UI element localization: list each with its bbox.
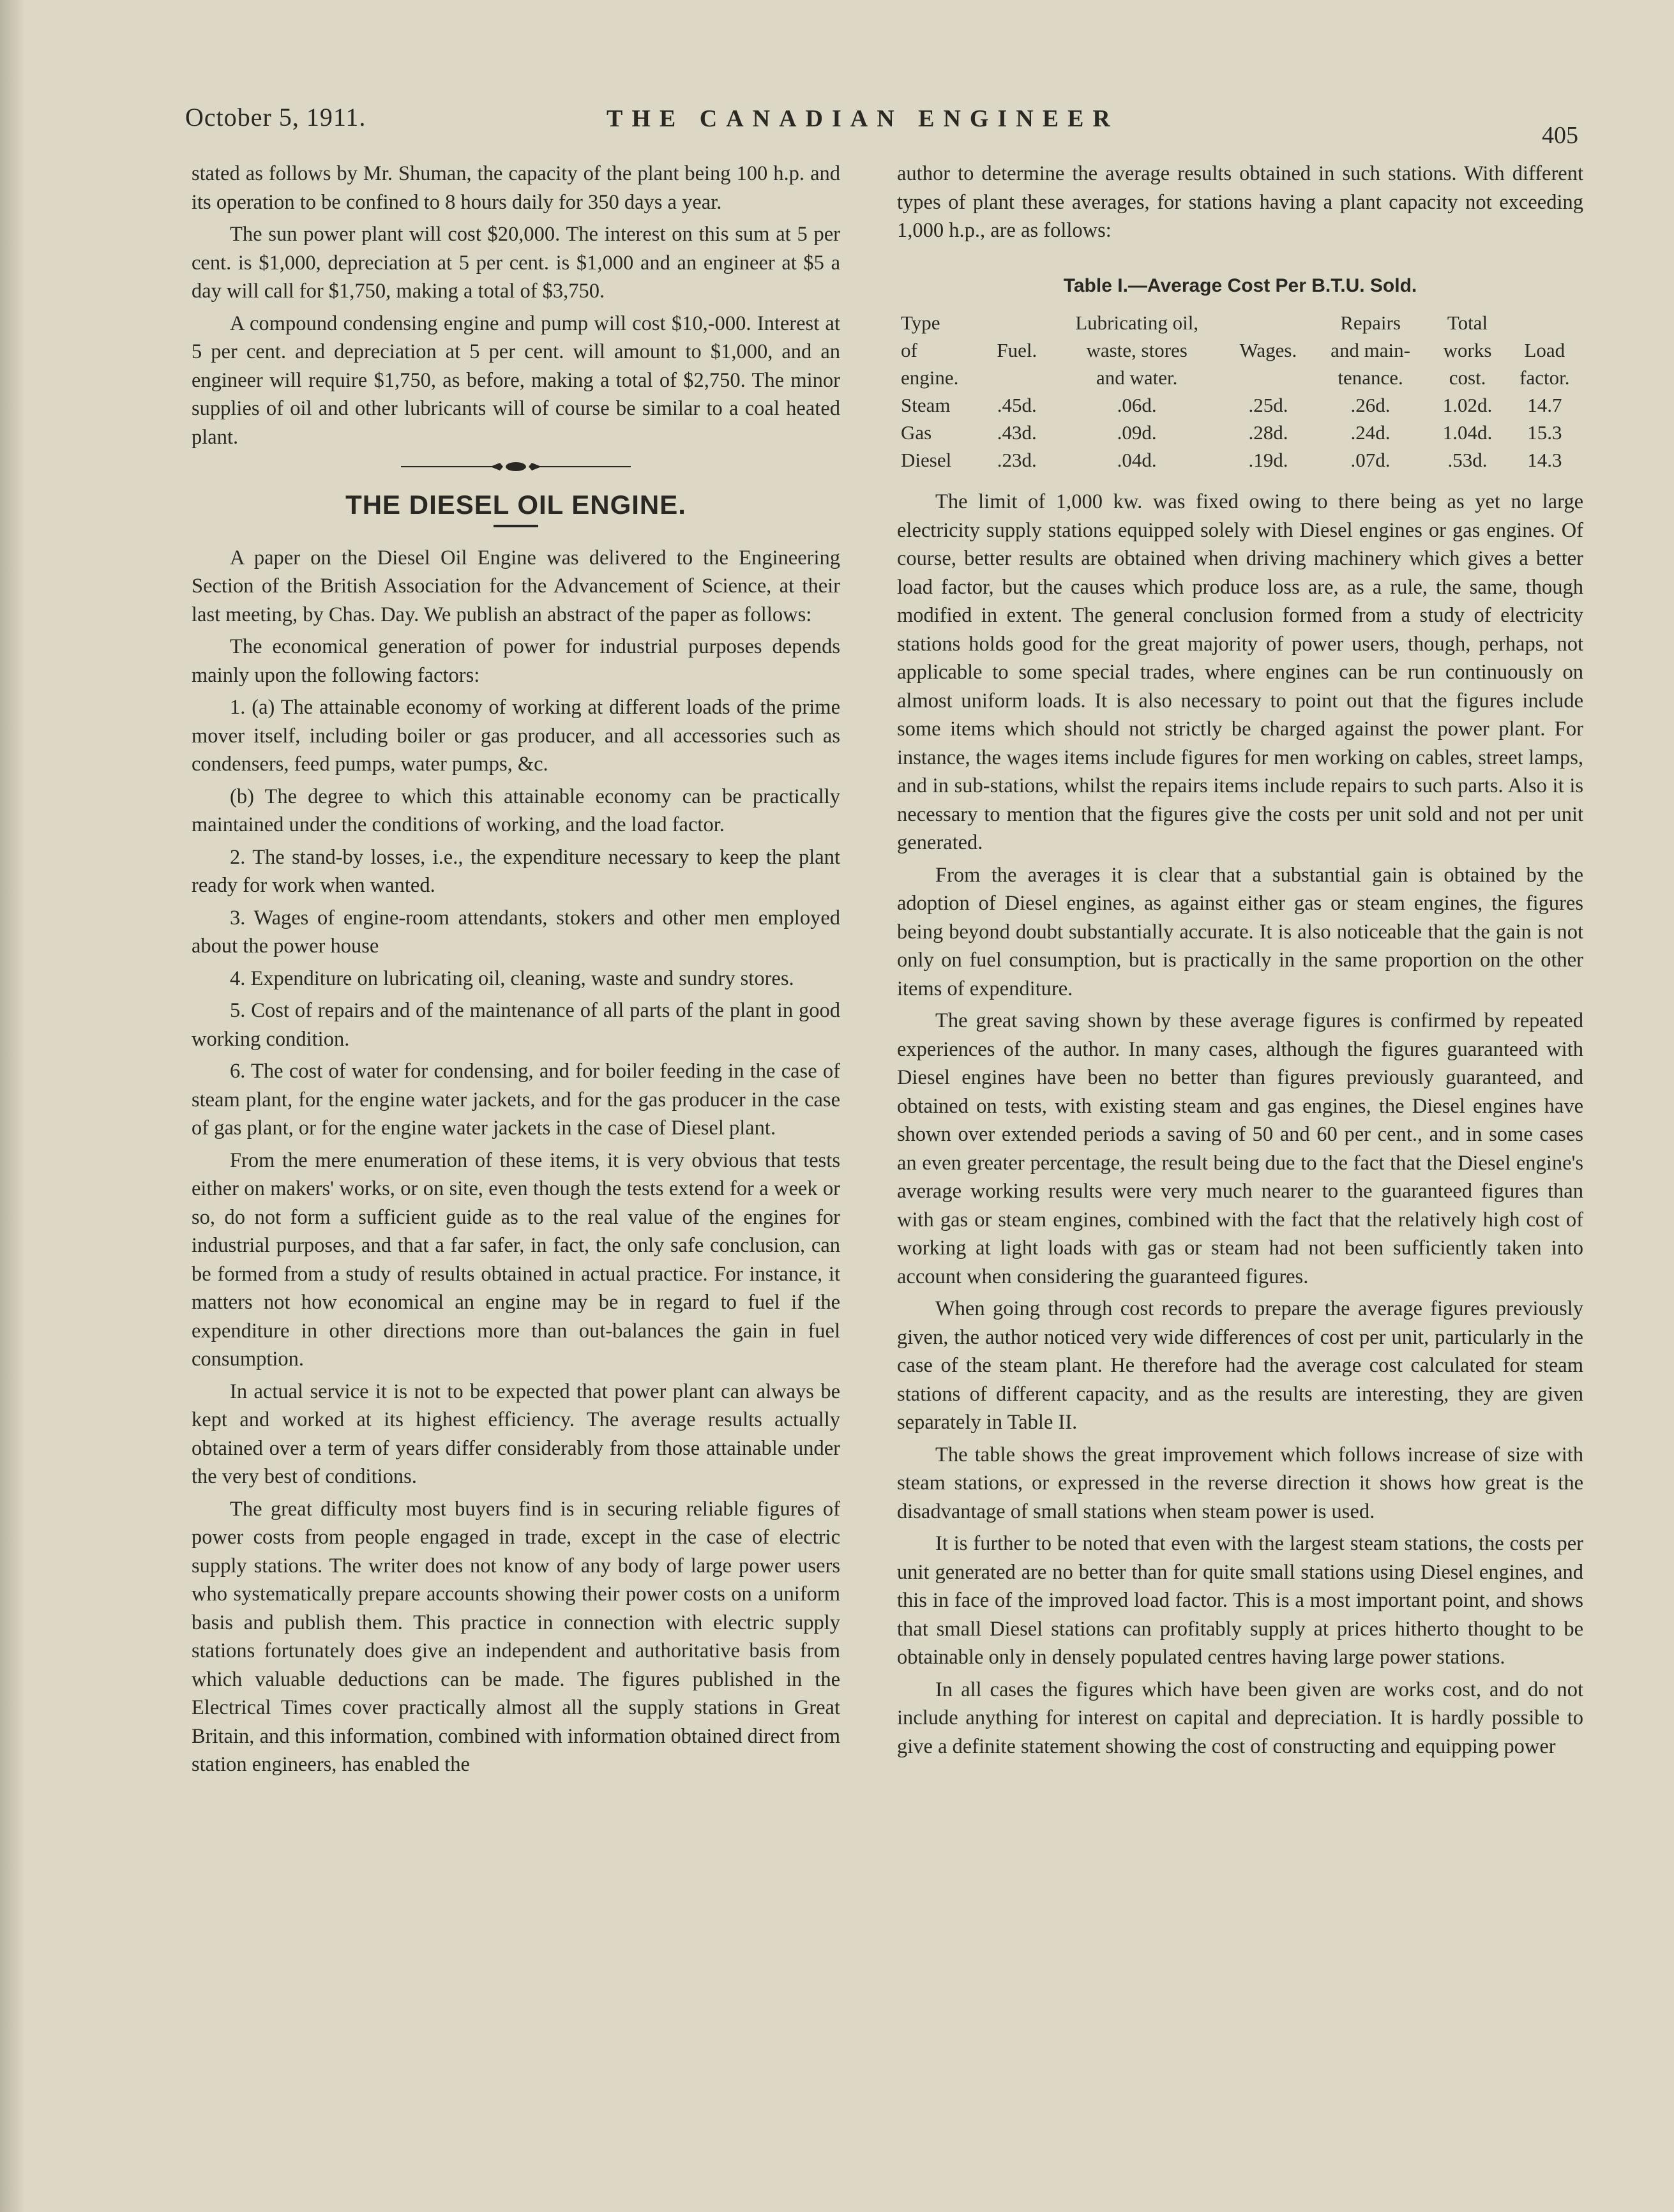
paragraph: author to determine the average results obtained in such stations. With different types of plant these averages, for stations having a plant capacity not exceeding 1,000 h.p., are as follows: xyxy=(897,162,1583,242)
page-edge-shadow xyxy=(0,0,26,2212)
table-cell: .09d. xyxy=(1117,421,1157,444)
table-cell: Diesel xyxy=(901,449,952,471)
paragraph: The great difficulty most buyers find is in securing reliable figures of power costs from people engaged in trade, except in the case of electric supply stations. The writer does not know of any body of large power users who systematically prepare accounts showing their power costs on a uniform basis and publish them. This practice in connection with electric supply stations fortunately does give an independent and authoritative basis from which valuable deductions can be made. The figures published in the Electrical Times cover practically almost all the supply stations in Great Britain, and this information, combined with information obtained direct from station engineers, has enabled the xyxy=(192,1497,840,1776)
table-cell: Steam xyxy=(901,394,951,416)
list-item: 1. (a) The attainable economy of working at different loads of the prime mover itself, including boiler or gas producer, and all accessories such as condensers, feed pumps, water pumps, &c. xyxy=(192,696,840,776)
list-item: (b) The degree to which this attainable economy can be practically maintained under the conditions of working, and the load factor. xyxy=(192,785,840,836)
table-row xyxy=(897,391,1583,419)
list-item: 4. Expenditure on lubricating oil, cleaning, waste and sundry stores. xyxy=(230,967,794,990)
paragraph: The economical generation of power for industrial purposes depends mainly upon the following factors: xyxy=(192,635,840,687)
issue-date: October 5, 1911. xyxy=(185,103,366,132)
header-load-factor: Load factor. xyxy=(1519,339,1570,389)
header-type: Type of engine. xyxy=(901,312,959,389)
table-cell: .23d. xyxy=(997,449,1037,471)
paragraph: The great saving shown by these average figures is confirmed by repeated experiences of the author. In many cases, although the figures guaranteed with Diesel engines have been no better than figures previously guaranteed, and obtained on tests, with existing steam and gas engines, the Diesel engines have shown over extended periods a saving of 50 and 60 per cent., and in some cases an even greater percentage, the result being due to the fact that the Diesel engine's average working results were very much nearer to the guaranteed figures than with gas or steam engines, combined with the fact that the relatively high cost of working at light loads with gas or steam had not been sufficiently taken into account when considering the guaranteed figures. xyxy=(897,1009,1583,1288)
paragraph: In actual service it is not to be expected that power plant can always be kept and worked at its highest efficiency. The average results actually obtained over a term of years differ considerably from those attainable under the very best of conditions. xyxy=(192,1380,840,1488)
paragraph: The sun power plant will cost $20,000. The interest on this sum at 5 per cent. is $1,000, depreciation at 5 per cent. is $1,000 and an engineer at $5 a day will call for $1,750, making a total of $3,750. xyxy=(192,223,840,303)
list-item: 3. Wages of engine-room attendants, stokers and other men employed about the power house xyxy=(192,906,840,958)
paragraph: When going through cost records to prepare the average figures previously given, the author noticed very wide differences of cost per unit, particularly in the case of the steam plant. He therefore had the average cost calculated for steam stations of different capacity, and as the results are interesting, they are given separately in Table II. xyxy=(897,1297,1583,1434)
list-item: 5. Cost of repairs and of the maintenance of all parts of the plant in good working condition. xyxy=(192,999,840,1051)
left-column xyxy=(192,160,840,1783)
list-item: 6. The cost of water for condensing, and for boiler feeding in the case of steam plant, for the engine water jackets, and for the gas producer in the case of gas plant, or for the engine water jackets in the case of Diesel plant. xyxy=(192,1060,840,1140)
paragraph: A compound condensing engine and pump will cost $10,-000. Interest at 5 per cent. and depreciation at 5 per cent. will amount to $1,000, and an engineer will require $1,750, as before, making a total of $2,750. The minor supplies of oil and other lubricants will of course be similar to a coal heated plant. xyxy=(192,312,840,449)
table-cell: .45d. xyxy=(997,394,1037,416)
table-cell: .06d. xyxy=(1117,394,1157,416)
running-header xyxy=(185,96,1578,153)
table-header-row xyxy=(897,309,1583,391)
paragraph: In all cases the figures which have been given are works cost, and do not include anything for interest on capital and depreciation. It is hardly possible to give a definite statement showing the cost of constructing and equipping power xyxy=(897,1678,1583,1758)
table-cell: 1.02d. xyxy=(1442,394,1493,416)
table-cell: .53d. xyxy=(1447,449,1488,471)
table-cell: .43d. xyxy=(997,421,1037,444)
table-cell: 14.7 xyxy=(1527,394,1562,416)
table-cell: .25d. xyxy=(1248,394,1288,416)
right-column xyxy=(897,160,1583,1764)
header-wages: Wages. xyxy=(1239,339,1297,361)
table-cell: .24d. xyxy=(1350,421,1391,444)
paragraph: From the mere enumeration of these items, it is very obvious that tests either on makers' works, or on site, even though the tests extend for a week or so, do not form a sufficient guide as to the real value of the engines for industrial purposes, and that a far safer, in fact, the only safe conclusion, can be formed from a study of results obtained in actual practice. For instance, it matters not how economical an engine may be in regard to fuel if the expenditure in other directions more than out-balances the gain in fuel consumption. xyxy=(192,1148,840,1371)
journal-title: THE CANADIAN ENGINEER xyxy=(607,105,1119,132)
header-lubricating: Lubricating oil, waste, stores and water. xyxy=(1075,312,1199,389)
paragraph: The table shows the great improvement which follows increase of size with steam stations, or expressed in the reverse direction it shows how great is the disadvantage of small stations when steam power is used. xyxy=(897,1443,1583,1523)
table-caption: Table I.—Average Cost Per B.T.U. Sold. xyxy=(1063,275,1417,296)
table-cell: 14.3 xyxy=(1527,449,1562,471)
paragraph: stated as follows by Mr. Shuman, the capacity of the plant being 100 h.p. and its operation to be confined to 8 hours daily for 350 days a year. xyxy=(192,162,840,214)
paragraph: It is further to be noted that even with the largest steam stations, the costs per unit generated are no better than for quite small stations using Diesel engines, and this in face of the improved load factor. This is a most important point, and shows that small Diesel stations can profitably supply at prices hitherto thought to be obtainable only in densely populated centres having large power stations. xyxy=(897,1532,1583,1669)
table-row xyxy=(897,419,1583,446)
table-cell: .19d. xyxy=(1248,449,1288,471)
table-cell: Gas xyxy=(901,421,932,444)
ornamental-divider xyxy=(401,459,631,474)
table-row xyxy=(897,446,1583,474)
list-item: 2. The stand-by losses, i.e., the expenditure necessary to keep the plant ready for work when wanted. xyxy=(192,845,840,897)
paragraph: The limit of 1,000 kw. was fixed owing to there being as yet no large electricity supply stations equipped solely with Diesel engines or gas engines. Of course, better results are obtained when driving machinery which gives a better load factor, but the causes which produce loss are, as a rule, the same, though modified in extent. The general conclusion formed from a study of electricity stations holds good for the great majority of power users, though, perhaps, not applicable to some special trades, where engines can be run continuously on almost uniform loads. It is also necessary to point out that the figures include some items which should not strictly be charged against the power plant. For instance, the wages items include figures for men working on cables, street lamps, and in sub-stations, whilst the repairs items include repairs to such parts. Also it is necessary to mention that the figures give the costs per unit sold and not per unit generated. xyxy=(897,490,1583,854)
table-cell: .07d. xyxy=(1350,449,1391,471)
table-cell: .04d. xyxy=(1117,449,1157,471)
header-repairs: Repairs and main- tenance. xyxy=(1331,312,1410,389)
table-cell: .26d. xyxy=(1350,394,1391,416)
header-total: Total works cost. xyxy=(1443,312,1492,389)
paragraph: From the averages it is clear that a substantial gain is obtained by the adoption of Diesel engines, as against either gas or steam engines, the figures being beyond doubt substantially accurate. It is also noticeable that the gain is not only on fuel consumption, but is practically in the same proportion on the other items of expenditure. xyxy=(897,863,1583,1000)
page-number: 405 xyxy=(1542,122,1578,149)
article-title: THE DIESEL OIL ENGINE. xyxy=(345,490,686,520)
table-cell: 15.3 xyxy=(1527,421,1562,444)
paragraph: A paper on the Diesel Oil Engine was delivered to the Engineering Section of the British Association for the Advancement of Science, at their last meeting, by Chas. Day. We publish an abstract of the paper as follows: xyxy=(192,546,840,626)
title-underline xyxy=(494,525,538,527)
table-cell: 1.04d. xyxy=(1442,421,1493,444)
table-cell: .28d. xyxy=(1248,421,1288,444)
cost-table xyxy=(897,309,1583,474)
header-fuel: Fuel. xyxy=(997,339,1037,361)
